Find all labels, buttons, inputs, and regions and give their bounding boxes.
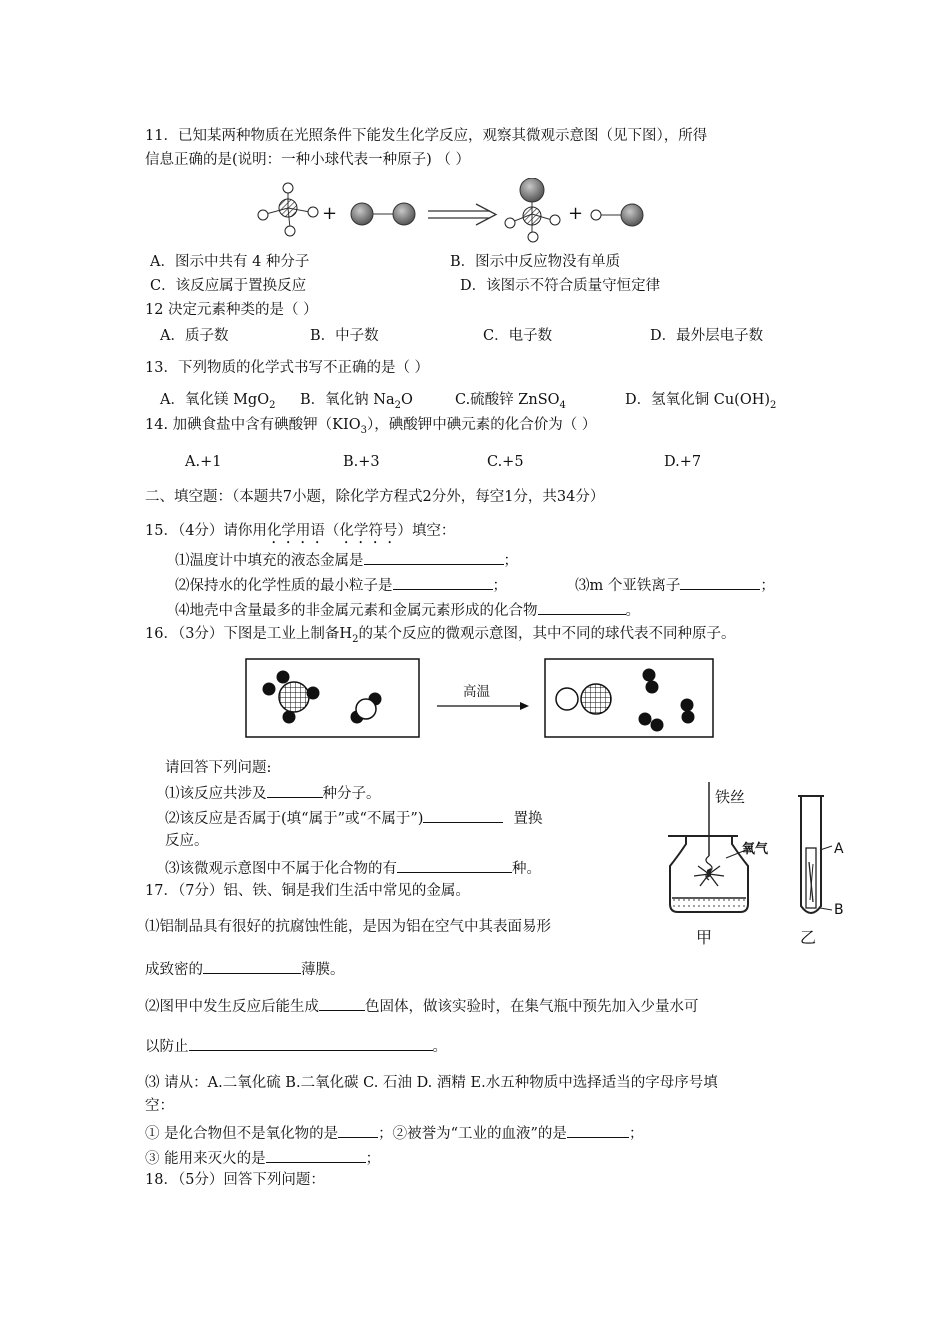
q17-sub2: ⑵图甲中发生反应后能生成 色固体，做该实验时，在集气瓶中预先加入少量水可 — [145, 994, 699, 1017]
q11-option-c: C．该反应属于置换反应 — [150, 278, 307, 294]
q11-option-a: A．图示中共有 4 种分子 — [150, 254, 310, 270]
label-yi: 乙 — [800, 928, 817, 947]
reactants-box — [246, 659, 419, 737]
test-tube-icon — [798, 796, 832, 913]
q14-option-a: A.+1 — [185, 454, 222, 470]
q12-option-a: A．质子数 — [160, 328, 229, 344]
answer-blank[interactable] — [189, 1034, 433, 1051]
q16-sub1: ⑴该反应共涉及 种分子。 — [165, 781, 381, 804]
chloromethane-like-molecule — [505, 178, 560, 242]
q16-prompt: 请回答下列问题: — [165, 760, 272, 776]
label-oxygen: 氧气 — [742, 842, 769, 857]
q15-sub4: ⑷地壳中含量最多的非金属元素和金属元素形成的化合物 。 — [175, 598, 640, 621]
answer-blank[interactable] — [203, 957, 301, 974]
q12-option-d: D．最外层电子数 — [650, 328, 764, 344]
q16-sub2-cont: 反应。 — [165, 833, 209, 849]
plus-sign: + — [568, 203, 584, 224]
q15-sub3: ⑶m 个亚铁离子 ； — [575, 573, 775, 596]
q12-stem: 12 决定元素种类的是（ ） — [145, 302, 318, 318]
answer-blank[interactable] — [423, 806, 503, 823]
answer-blank[interactable] — [338, 1121, 378, 1138]
q13-option-b: B．氧化钠 $Na_2O$ — [300, 392, 413, 411]
q15-sub1: ⑴温度计中填充的液态金属是 ； — [175, 548, 518, 571]
q18-stem: 18．（5分）回答下列问题： — [145, 1172, 325, 1188]
answer-blank[interactable] — [393, 573, 493, 590]
q17-sub3-b: ③ 能用来灭火的是 ； — [145, 1146, 380, 1169]
label-a: A — [834, 841, 844, 857]
answer-blank[interactable] — [538, 598, 626, 615]
q17-sub3: ⑶ 请从：A.二氧化硫 B.二氧化碳 C. 石油 D. 酒精 E.水五种物质中选择适当的字母序号填 — [145, 1075, 718, 1091]
q17-stem: 17．（7分）铝、铁、铜是我们生活中常见的金属。 — [145, 883, 470, 899]
q16-sub3: ⑶该微观示意图中不属于化合物的有 种。 — [165, 856, 541, 879]
plus-sign: + — [322, 203, 338, 224]
q13-option-d: D．氢氧化铜 $Cu(OH)_2$ — [625, 392, 777, 411]
arrow-label: 高温 — [463, 684, 490, 700]
answer-blank[interactable] — [266, 1146, 366, 1163]
answer-blank[interactable] — [267, 781, 323, 798]
section-heading: 二、填空题：（本题共7小题，除化学方程式2分外，每空1分，共34分） — [145, 489, 605, 505]
q13-option-c: C.硫酸锌 ZnSO$_4$ — [455, 392, 566, 411]
answer-blank[interactable] — [397, 856, 512, 873]
q14-stem: 14. 加碘食盐中含有碘酸钾$(KIO_3)$，碘酸钾中碘元素的化合价为（ ） — [145, 417, 597, 436]
label-iron-wire: 铁丝 — [715, 788, 746, 806]
diatomic-grey-molecule — [351, 203, 415, 225]
q14-option-d: D.+7 — [664, 454, 702, 470]
q11-stem-line1: 11．已知某两种物质在光照条件下能发生化学反应，观察其微观示意图（见下图），所得 — [145, 128, 708, 144]
q15-stem: 15．（4分）请你用化学用语（化学符号）填空： — [145, 523, 456, 539]
q14-option-c: C.+5 — [487, 454, 524, 470]
q16-sub2: ⑵该反应是否属于(填“属于”或“不属于”) 置换 — [165, 806, 542, 829]
q13-option-a: A．氧化镁 MgO$_2$ — [160, 392, 276, 411]
q11-option-d: D．该图示不符合质量守恒定律 — [460, 278, 661, 294]
answer-blank[interactable] — [319, 994, 365, 1011]
answer-blank[interactable] — [364, 548, 504, 565]
hcl-like-molecule — [591, 204, 643, 226]
q17-sub1-cont: 成致密的 薄膜。 — [145, 957, 345, 980]
reaction-arrow-icon — [428, 204, 496, 225]
q12-option-b: B．中子数 — [310, 328, 379, 344]
q12-option-c: C．电子数 — [483, 328, 553, 344]
answer-blank[interactable] — [567, 1121, 629, 1138]
q11-reaction-diagram — [250, 178, 650, 246]
q17-sub3-cont: 空： — [145, 1098, 174, 1114]
q14-option-b: B.+3 — [343, 454, 380, 470]
q13-stem: 13．下列物质的化学式书写不正确的是（ ） — [145, 360, 430, 376]
q17-sub2-cont: 以防止 。 — [145, 1034, 447, 1057]
label-b: B — [834, 902, 844, 918]
q17-apparatus-figure — [660, 780, 860, 955]
q17-sub3-a: ① 是化合物但不是氧化物的是 ；②被誉为“工业的血液”的是 ； — [145, 1121, 643, 1144]
q16-stem: 16．（3分）下图是工业上制备$H_2$的某个反应的微观示意图，其中不同的球代表不同种原子。 — [145, 626, 736, 645]
answer-blank[interactable] — [680, 573, 760, 590]
q11-option-b: B．图示中反应物没有单质 — [450, 254, 621, 270]
methane-like-molecule — [258, 183, 318, 236]
label-jia: 甲 — [696, 928, 713, 947]
q15-sub2: ⑵保持水的化学性质的最小粒子是 ； — [175, 573, 507, 596]
q11-stem-line2: 信息正确的是(说明：一种小球代表一种原子) （ ） — [145, 152, 471, 168]
q17-sub1: ⑴铝制品具有很好的抗腐蚀性能，是因为铝在空气中其表面易形 — [145, 919, 551, 935]
